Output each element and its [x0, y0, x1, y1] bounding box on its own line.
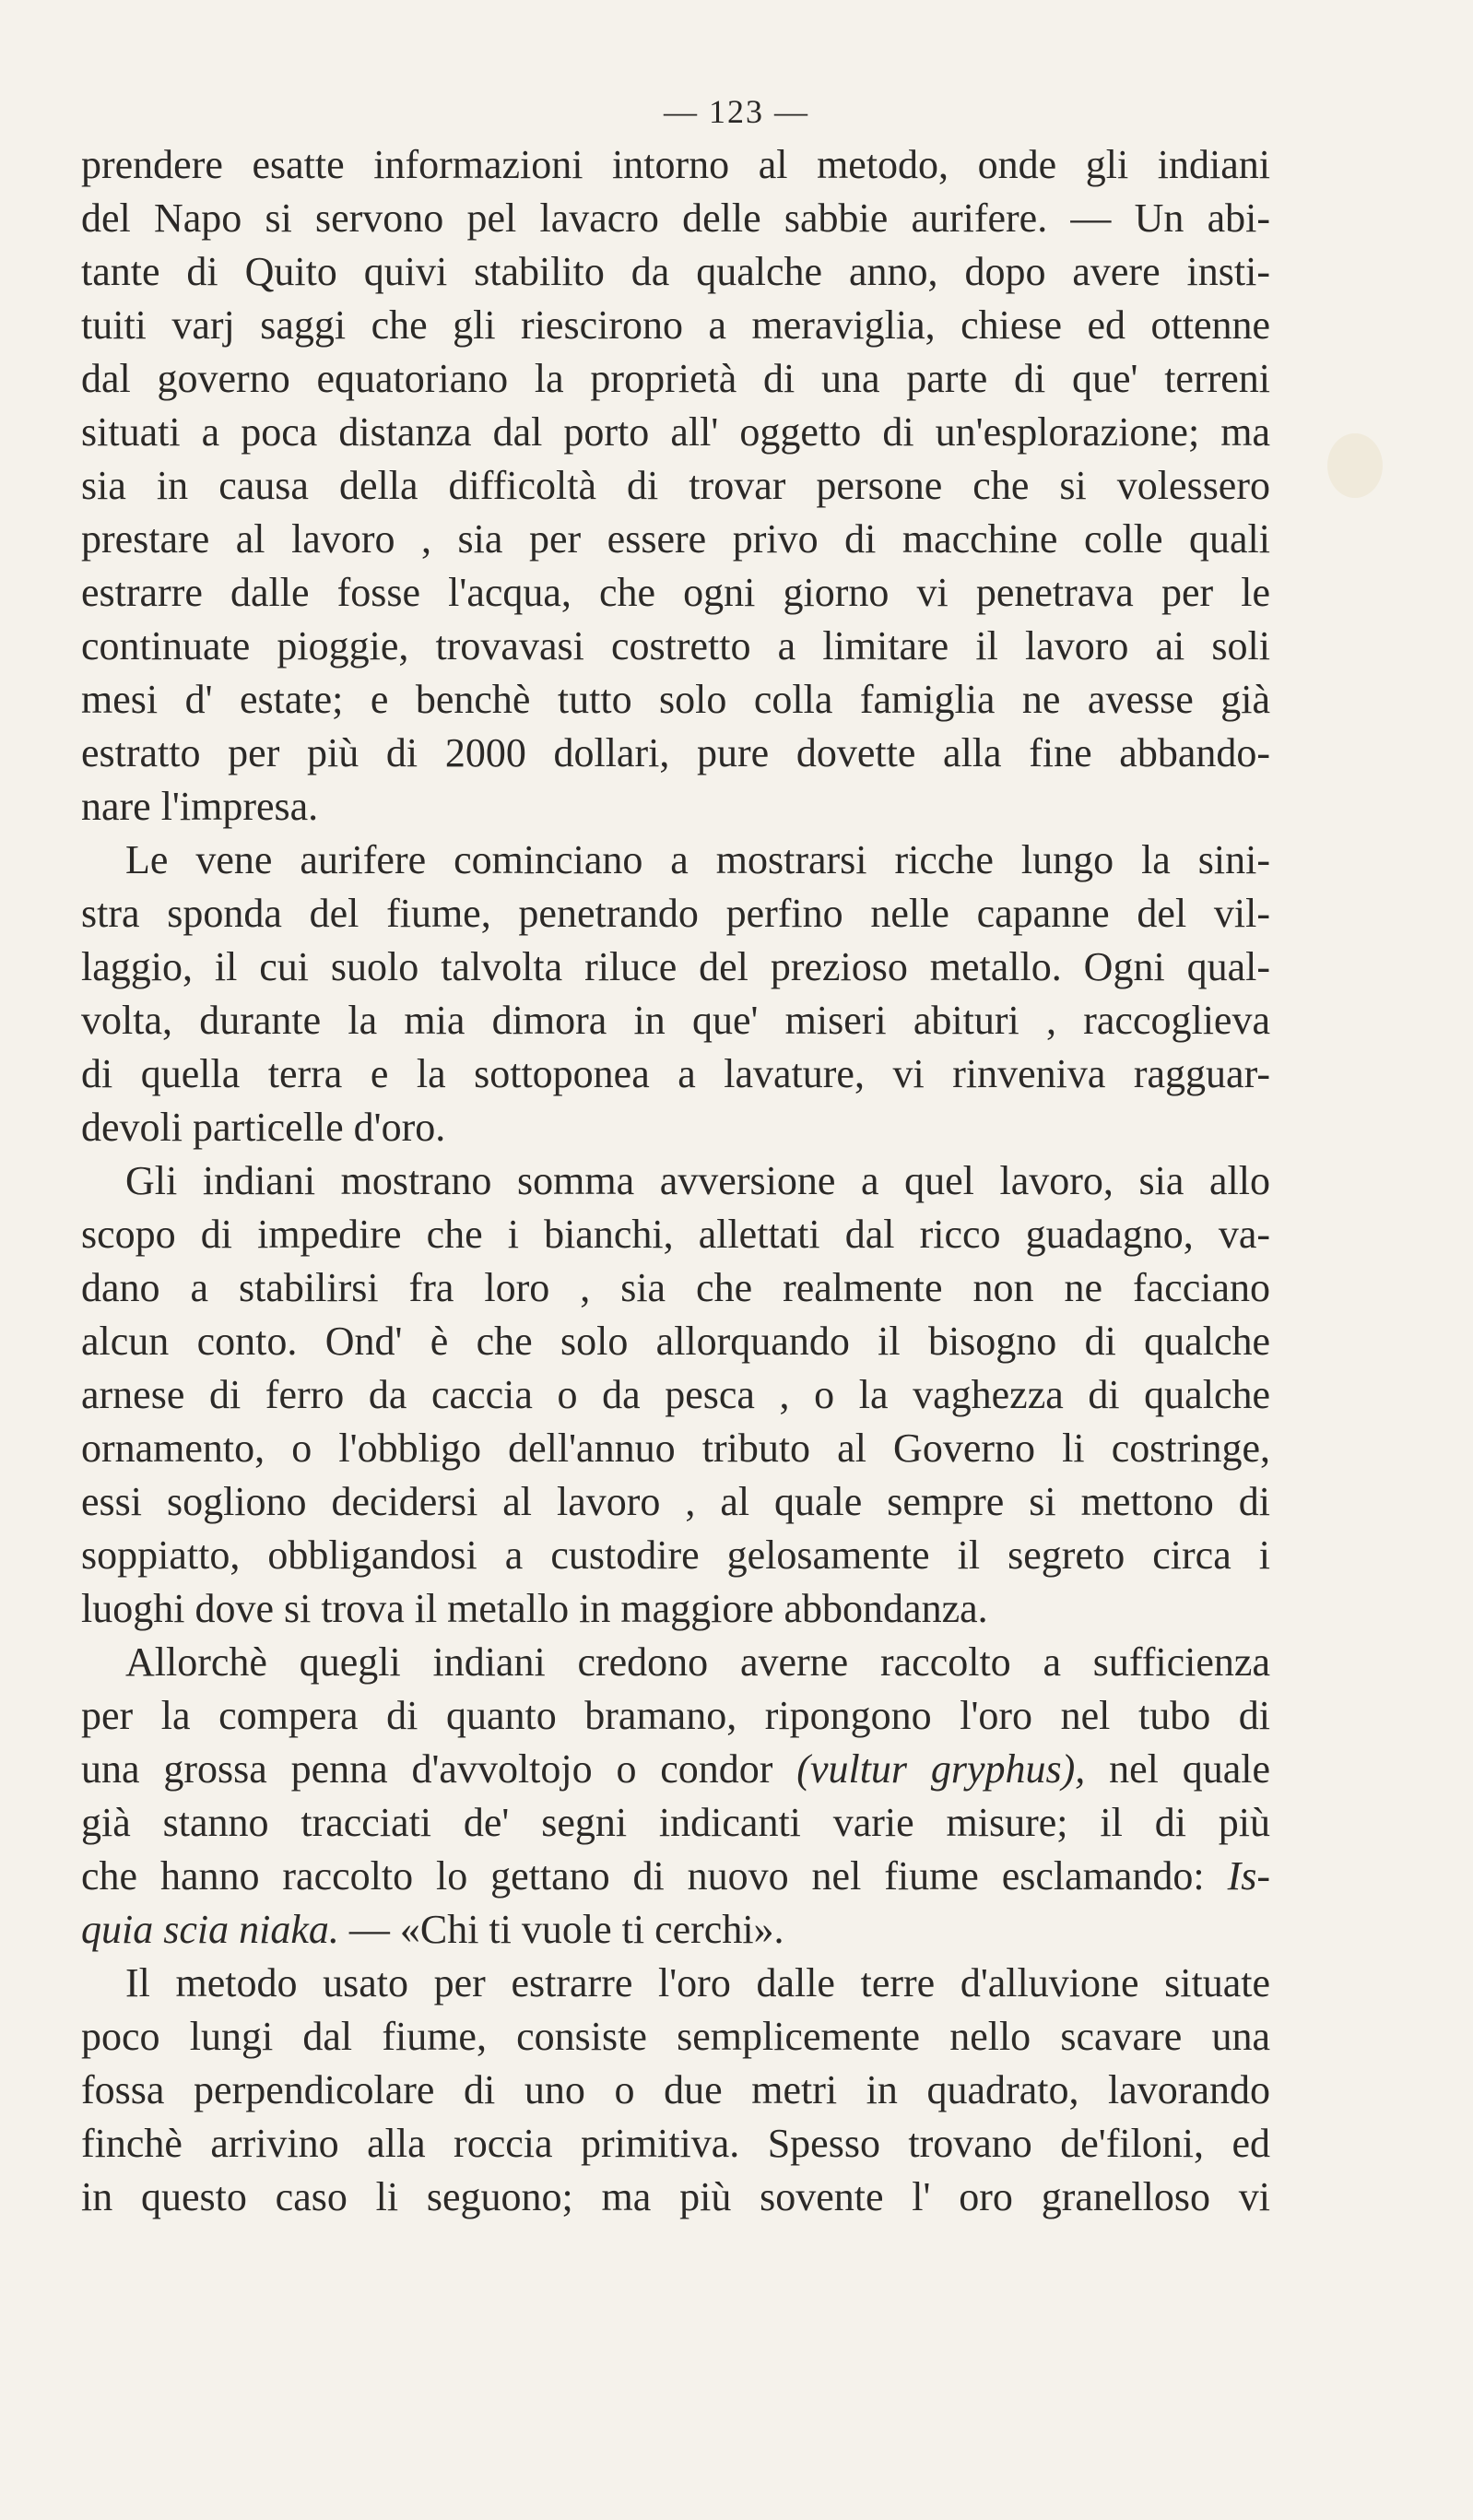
text-line-main: situati a poca distanza dal porto all' oggetto di un'esplorazione; ma — [81, 409, 1270, 455]
text-line — [81, 406, 1270, 459]
text-line-main: fossa perpendicolare di uno o due metri in quadrato, lavorando — [81, 2067, 1270, 2112]
text-line — [81, 1957, 1270, 2010]
text-line-main: estrarre dalle fosse l'acqua, che ogni giorno vi penetrava per le — [81, 570, 1270, 615]
text-line — [81, 566, 1270, 620]
text-line — [81, 1636, 1270, 1689]
italic-text: Is- — [1227, 1853, 1270, 1899]
text-line — [81, 192, 1270, 245]
text-line-main: già stanno tracciati de' segni indicanti varie misure; il di più — [81, 1800, 1270, 1845]
text-line — [81, 2064, 1270, 2117]
text-line — [81, 1101, 1270, 1154]
text-line-main: ornamento, o l'obbligo dell'annuo tributo al Governo li costringe, — [81, 1426, 1270, 1471]
text-line-main: nare l'impresa. — [81, 784, 319, 829]
text-line-main: del Napo si servono pel lavacro delle sabbie aurifere. — Un abi- — [81, 195, 1270, 241]
text-line — [81, 1743, 1270, 1796]
text-line-main: di quella terra e la sottoponea a lavature, vi rinveniva ragguar- — [81, 1051, 1270, 1096]
text-line-main: continuate pioggie, trovavasi costretto a limitare il lavoro ai soli — [81, 623, 1270, 668]
text-line-main: laggio, il cui suolo talvolta riluce del prezioso metallo. Ogni qual- — [81, 944, 1270, 989]
text-line — [81, 1261, 1270, 1315]
text-line — [81, 459, 1270, 513]
text-line — [81, 2010, 1270, 2064]
text-line — [81, 1796, 1270, 1850]
text-line — [81, 1315, 1270, 1368]
text-line — [81, 299, 1270, 352]
text-line-main: mesi d' estate; e benchè tutto solo colla famiglia ne avesse già — [81, 677, 1270, 722]
text-line — [81, 941, 1270, 994]
text-line-main: tuiti varj saggi che gli riescirono a meraviglia, chiese ed ottenne — [81, 302, 1270, 348]
text-line-main: Allorchè quegli indiani credono averne raccolto a sufficienza — [125, 1639, 1270, 1685]
italic-text: quia scia niaka. — [81, 1907, 339, 1952]
text-line-main: Gli indiani mostrano somma avversione a quel lavoro, sia allo — [125, 1158, 1270, 1203]
text-line-tail: nel quale — [1085, 1746, 1270, 1792]
text-line-main: arnese di ferro da caccia o da pesca , o la vaghezza di qualche — [81, 1372, 1270, 1417]
text-line — [81, 1475, 1270, 1529]
text-line-main: Le vene aurifere cominciano a mostrarsi ricche lungo la sini- — [125, 837, 1270, 882]
text-line — [81, 2171, 1270, 2224]
text-line-main: devoli particelle d'oro. — [81, 1105, 446, 1150]
text-line-tail: — «Chi ti vuole ti cerchi». — [338, 1907, 784, 1952]
text-line-main: una grossa penna d'avvoltojo o condor — [81, 1746, 797, 1792]
text-line-main: Il metodo usato per estrarre l'oro dalle terre d'alluvione situate — [125, 1960, 1270, 2005]
text-line — [81, 620, 1270, 673]
paper-stain — [1327, 433, 1383, 498]
text-line — [81, 1422, 1270, 1475]
text-line-main: stra sponda del fiume, penetrando perfino nelle capanne del vil- — [81, 891, 1270, 936]
italic-text: (vultur gryphus), — [796, 1746, 1086, 1792]
text-line-main: dano a stabilirsi fra loro , sia che realmente non ne facciano — [81, 1265, 1270, 1310]
text-line-main: tante di Quito quivi stabilito da qualche anno, dopo avere insti- — [81, 249, 1270, 294]
text-line-main: dal governo equatoriano la proprietà di una parte di que' terreni — [81, 356, 1270, 401]
text-line — [81, 352, 1270, 406]
text-line — [81, 673, 1270, 727]
text-line-main: essi sogliono decidersi al lavoro , al quale sempre si mettono di — [81, 1479, 1270, 1524]
text-line — [81, 245, 1270, 299]
text-line — [81, 727, 1270, 780]
body-text — [81, 138, 1270, 2224]
text-line — [81, 1154, 1270, 1208]
text-line — [81, 138, 1270, 192]
text-line — [81, 1529, 1270, 1582]
text-line — [81, 1582, 1270, 1636]
text-line-main: soppiatto, obbligandosi a custodire gelosamente il segreto circa i — [81, 1532, 1270, 1578]
text-line-main: scopo di impedire che i bianchi, allettati dal ricco guadagno, va- — [81, 1212, 1270, 1257]
text-line — [81, 2117, 1270, 2171]
text-line — [81, 1208, 1270, 1261]
text-line-main: finchè arrivino alla roccia primitiva. Spesso trovano de'filoni, ed — [81, 2121, 1270, 2166]
text-line-main: prendere esatte informazioni intorno al metodo, onde gli indiani — [81, 142, 1270, 187]
text-line — [81, 1047, 1270, 1101]
text-line — [81, 780, 1270, 834]
text-line-main: alcun conto. Ond' è che solo allorquando il bisogno di qualche — [81, 1319, 1270, 1364]
text-line-main: volta, durante la mia dimora in que' miseri abituri , raccoglieva — [81, 998, 1270, 1043]
text-line-main: estratto per più di 2000 dollari, pure dovette alla fine abbando- — [81, 730, 1270, 775]
text-line — [81, 1850, 1270, 1903]
text-line — [81, 513, 1270, 566]
text-line — [81, 1689, 1270, 1743]
text-line-main: per la compera di quanto bramano, ripongono l'oro nel tubo di — [81, 1693, 1270, 1738]
text-line-main: in questo caso li seguono; ma più sovente l' oro granelloso vi — [81, 2174, 1270, 2219]
text-line-main: sia in causa della difficoltà di trovar persone che si volessero — [81, 463, 1270, 508]
text-line — [81, 994, 1270, 1047]
page-number: — 123 — — [664, 93, 809, 130]
text-line-main: prestare al lavoro , sia per essere privo di macchine colle quali — [81, 516, 1270, 562]
text-line — [81, 834, 1270, 887]
text-line-main: che hanno raccolto lo gettano di nuovo nel fiume esclamando: — [81, 1853, 1228, 1899]
text-line — [81, 887, 1270, 941]
text-line — [81, 1903, 1270, 1957]
text-line-main: luoghi dove si trova il metallo in maggiore abbondanza. — [81, 1586, 988, 1631]
text-line-main: poco lungi dal fiume, consiste semplicemente nello scavare una — [81, 2014, 1270, 2059]
text-line — [81, 1368, 1270, 1422]
